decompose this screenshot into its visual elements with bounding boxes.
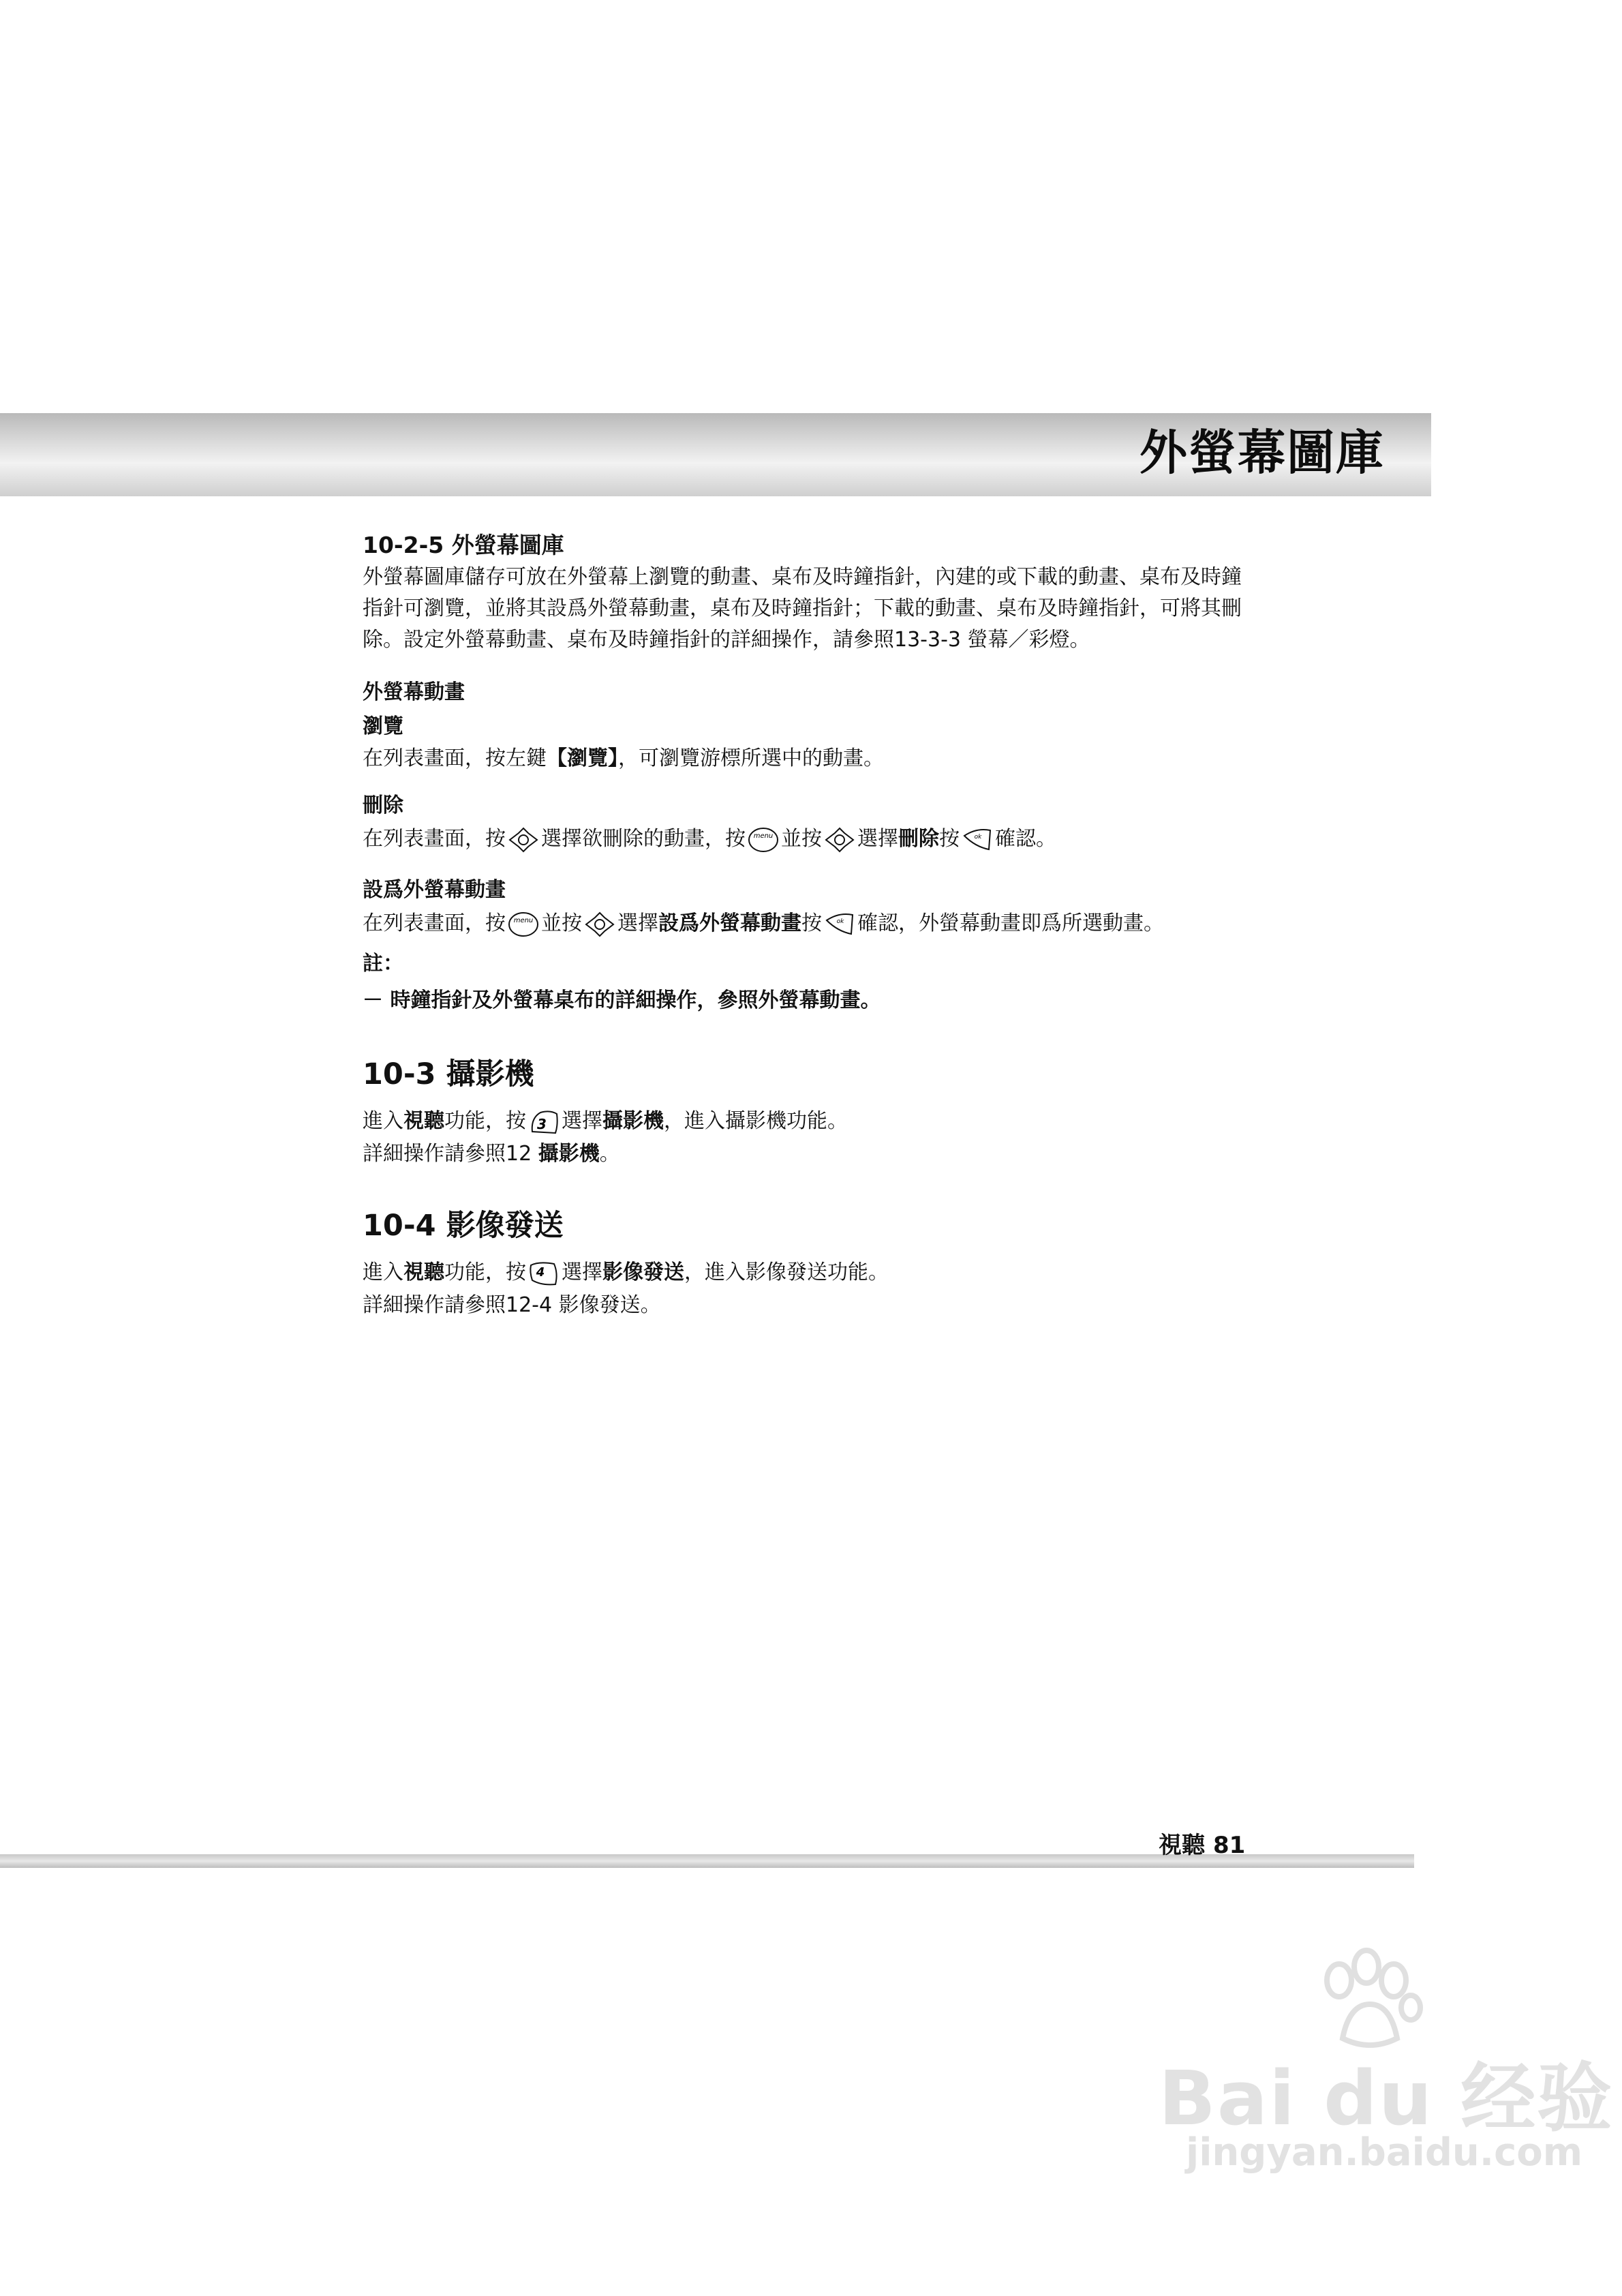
footer-page-label <box>1159 1830 1245 1861</box>
set-as-text: 在列表畫面，按 menu 並按 選擇設爲外螢幕動畫按 ok 確認，外螢幕動畫即爲所選動畫。 <box>363 908 1164 939</box>
set-as-title: 設爲外螢幕動畫 <box>363 878 506 902</box>
menu-key-icon <box>748 826 779 854</box>
page-number: 81 <box>1213 1832 1246 1859</box>
subsection-title: 外螢幕動畫 <box>363 680 465 704</box>
image-send-line-2: 詳細操作請參照12-4 影像發送。 <box>363 1293 661 1317</box>
svg-text:3: 3 <box>537 1115 547 1132</box>
note-text: － 時鐘指針及外螢幕桌布的詳細操作，參照外螢幕動畫。 <box>363 988 881 1012</box>
delete-title: 刪除 <box>363 794 403 817</box>
intro-line-2: 指針可瀏覽，並將其設爲外螢幕動畫，桌布及時鐘指針；下載的動畫、桌布及時鐘指針，可將其刪 <box>363 596 1242 620</box>
section-heading-10-2-5: 10-2-5 外螢幕圖庫 <box>363 532 564 558</box>
footer-section: 視聽 <box>1159 1832 1205 1859</box>
browse-title: 瀏覽 <box>363 714 403 738</box>
svg-text:4: 4 <box>536 1265 545 1280</box>
watermark-url: jingyan.baidu.com <box>1186 2130 1583 2175</box>
camera-line-2: 詳細操作請參照12 攝影機。 <box>363 1142 620 1166</box>
section-heading-10-4: 10-4 影像發送 <box>363 1209 564 1243</box>
browse-text: 在列表畫面，按左鍵【瀏覽】，可瀏覽游標所選中的動畫。 <box>363 746 884 770</box>
svg-text:menu: menu <box>753 832 774 840</box>
section-intro <box>363 562 1303 656</box>
key-4-icon <box>528 1260 560 1287</box>
note-label: 註： <box>363 952 403 976</box>
delete-text: 在列表畫面，按 選擇欲刪除的動畫，按 menu 並按 選擇刪除按 ok 確認。 <box>363 824 1056 855</box>
nav-key-icon <box>584 911 615 938</box>
camera-line-1: 進入視聽功能，按 3 選擇攝影機，進入攝影機功能。 <box>363 1106 848 1137</box>
menu-key-icon <box>508 911 539 938</box>
section-heading-10-3: 10-3 攝影機 <box>363 1057 534 1091</box>
intro-line-1: 外螢幕圖庫儲存可放在外螢幕上瀏覽的動畫、桌布及時鐘指針，內建的或下載的動畫、桌布及時鐘 <box>363 565 1242 589</box>
browse-softkey-label: 【瀏覽】 <box>547 746 618 770</box>
chapter-title: 外螢幕圖庫 <box>1139 424 1385 481</box>
chapter-header-band <box>0 413 1431 496</box>
key-3-icon <box>528 1108 560 1136</box>
image-send-line-1: 進入視聽功能，按 4 選擇影像發送，進入影像發送功能。 <box>363 1257 889 1288</box>
svg-text:ok: ok <box>974 833 982 841</box>
ok-key-icon <box>824 911 855 938</box>
watermark-brand: Bai du 经验 <box>1159 2055 1614 2142</box>
svg-text:menu: menu <box>513 916 534 924</box>
intro-line-3: 除。設定外螢幕動畫、桌布及時鐘指針的詳細操作，請參照13-3-3 螢幕／彩燈。 <box>363 628 1090 652</box>
ok-key-icon <box>962 826 993 854</box>
svg-text:ok: ok <box>836 918 844 925</box>
nav-key-icon <box>508 826 539 854</box>
nav-key-icon <box>824 826 855 854</box>
